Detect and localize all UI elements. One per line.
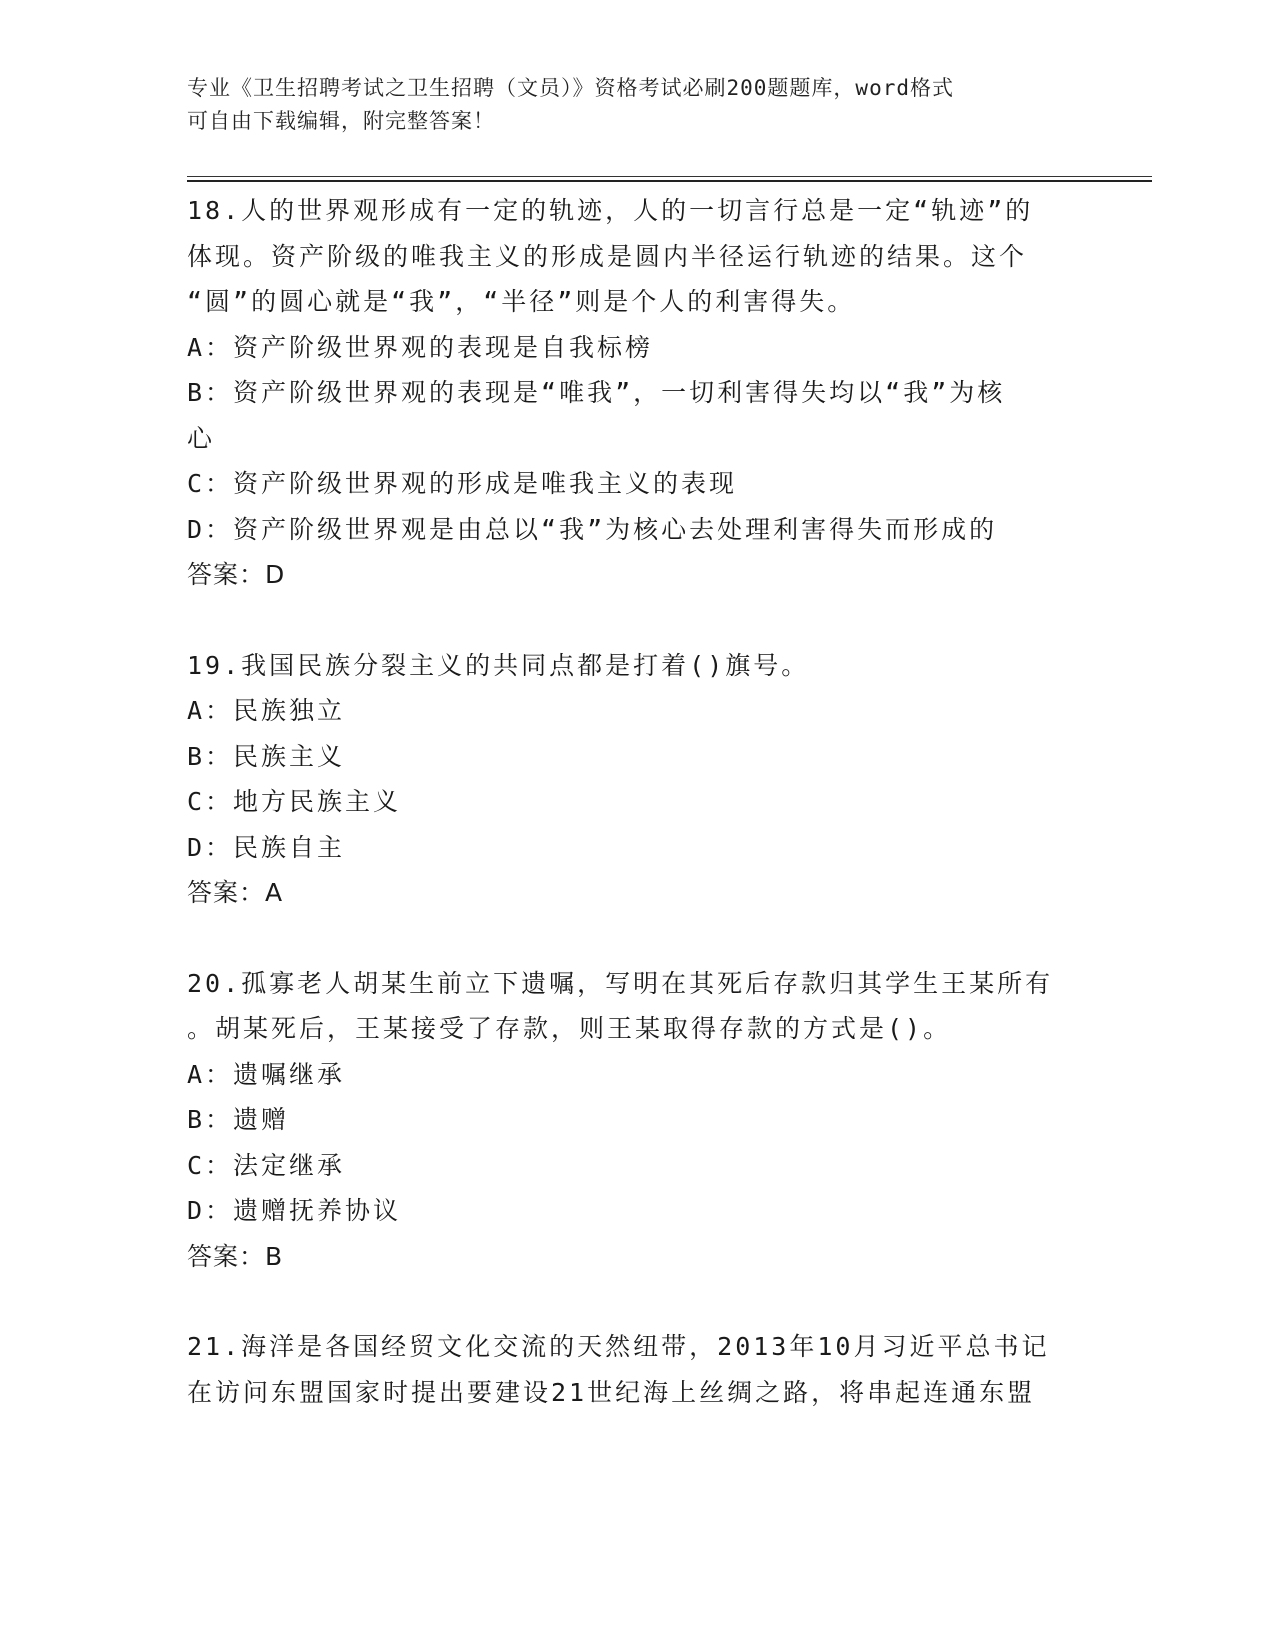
header-title-line-1: 专业《卫生招聘考试之卫生招聘（文员）》资格考试必刷200题题库，word格式 [187,76,954,100]
question-stem-line: 。胡某死后，王某接受了存款，则王某取得存款的方式是()。 [187,1014,952,1043]
answer-line: 答案：A [187,878,284,907]
document-header [187,72,1067,138]
question-stem-line: 20.孤寡老人胡某生前立下遗嘱，写明在其死后存款归其学生王某所有 [187,968,1054,998]
header-title-line-2: 可自由下载编辑，附完整答案！ [187,109,495,133]
option-b: B：民族主义 [187,741,346,771]
option-d: D：民族自主 [187,832,346,862]
option-d: D：资产阶级世界观是由总以“我”为核心去处理利害得失而形成的 [187,514,998,544]
option-b: B：遗赠 [187,1105,290,1134]
question-stem-line: 19.我国民族分裂主义的共同点都是打着()旗号。 [187,650,810,680]
question-stem-line: 体现。资产阶级的唯我主义的形成是圆内半径运行轨迹的结果。这个 [187,241,1028,271]
option-b-continued: 心 [187,423,216,453]
question-stem-line: “圆”的圆心就是“我”，“半径”则是个人的利害得失。 [187,287,856,316]
option-a: A：民族独立 [187,696,346,725]
answer-line: 答案：D [187,560,286,589]
question-stem-line: 21.海洋是各国经贸文化交流的天然纽带，2013年10月习近平总书记 [187,1332,1050,1361]
question-stem-line: 在访问东盟国家时提出要建设21世纪海上丝绸之路，将串起连通东盟 [187,1377,1036,1407]
option-c: C：资产阶级世界观的形成是唯我主义的表现 [187,469,738,498]
question-21 [187,1324,1077,1415]
question-19 [187,643,1077,916]
option-c: C：地方民族主义 [187,787,402,816]
question-list [187,188,1077,1460]
option-a: A：遗嘱继承 [187,1059,346,1089]
header-divider-thin [187,176,1152,177]
option-c: C：法定继承 [187,1150,346,1180]
header-divider-thick [187,180,1152,182]
question-stem-line: 18.人的世界观形成有一定的轨迹，人的一切言行总是一定“轨迹”的 [187,196,1034,225]
question-18 [187,188,1077,598]
option-b: B：资产阶级世界观的表现是“唯我”，一切利害得失均以“我”为核 [187,378,1006,407]
option-d: D：遗赠抚养协议 [187,1196,402,1225]
question-20 [187,961,1077,1280]
answer-line: 答案：B [187,1241,284,1271]
option-a: A：资产阶级世界观的表现是自我标榜 [187,332,654,362]
